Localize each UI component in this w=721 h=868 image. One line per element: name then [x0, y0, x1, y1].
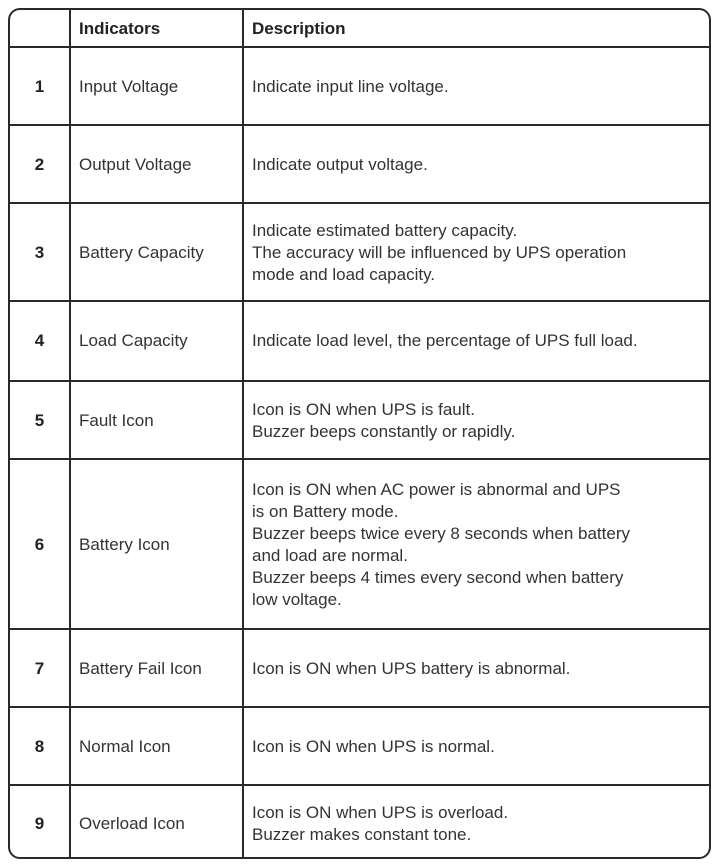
description-line: Buzzer beeps twice every 8 seconds when battery — [252, 524, 630, 543]
table-row — [10, 380, 709, 460]
description-line: Buzzer beeps 4 times every second when battery — [252, 568, 624, 587]
description-line: The accuracy will be influenced by UPS operation — [252, 243, 627, 262]
table-row — [10, 124, 709, 204]
indicator-name: Battery Fail Icon — [71, 630, 244, 708]
indicator-description — [244, 126, 709, 204]
table-row — [10, 706, 709, 786]
table-row — [10, 300, 709, 380]
description-line: Icon is ON when AC power is abnormal and UPS — [252, 480, 621, 499]
description-line: Indicate output voltage. — [252, 155, 428, 174]
row-number: 6 — [10, 460, 71, 630]
indicator-description — [244, 708, 709, 786]
description-line: and load are normal. — [252, 546, 408, 565]
description-line: Icon is ON when UPS is normal. — [252, 737, 495, 756]
indicators-table — [8, 8, 711, 859]
description-line: Indicate load level, the percentage of UPS full load. — [252, 331, 638, 350]
description-line: Icon is ON when UPS is fault. — [252, 400, 475, 419]
row-number: 4 — [10, 302, 71, 380]
description-line: Icon is ON when UPS battery is abnormal. — [252, 659, 571, 678]
indicator-name: Battery Icon — [71, 460, 244, 630]
description-line: Indicate estimated battery capacity. — [252, 221, 518, 240]
table-row — [10, 458, 709, 630]
description-line: Indicate input line voltage. — [252, 77, 449, 96]
indicator-description — [244, 48, 709, 126]
description-line: Icon is ON when UPS is overload. — [252, 802, 509, 822]
row-number: 9 — [10, 786, 71, 859]
row-number: 5 — [10, 382, 71, 460]
indicator-description — [244, 630, 709, 708]
indicator-description — [244, 382, 709, 460]
indicator-name: Output Voltage — [71, 126, 244, 204]
table-header-row — [10, 10, 709, 48]
row-number: 1 — [10, 48, 71, 126]
indicator-name: Normal Icon — [71, 708, 244, 786]
table-row — [10, 46, 709, 126]
indicator-description — [244, 204, 709, 302]
indicator-name: Input Voltage — [71, 48, 244, 126]
header-number — [10, 10, 71, 48]
row-number: 3 — [10, 204, 71, 302]
row-number: 2 — [10, 126, 71, 204]
indicator-name: Battery Capacity — [71, 204, 244, 302]
table-row — [10, 784, 709, 859]
header-description: Description — [252, 19, 346, 38]
indicator-description — [244, 460, 709, 630]
description-line: Buzzer beeps constantly or rapidly. — [252, 422, 516, 441]
description-line: Buzzer makes constant tone. — [252, 824, 472, 844]
description-line: is on Battery mode. — [252, 502, 399, 521]
indicator-description — [244, 302, 709, 380]
row-number: 8 — [10, 708, 71, 786]
indicator-name: Overload Icon — [71, 786, 244, 859]
table-row — [10, 628, 709, 708]
indicator-name: Load Capacity — [71, 302, 244, 380]
indicator-description — [244, 786, 709, 859]
table-row — [10, 202, 709, 302]
description-line: mode and load capacity. — [252, 265, 436, 284]
row-number: 7 — [10, 630, 71, 708]
header-indicators: Indicators — [71, 10, 244, 48]
description-line: low voltage. — [252, 590, 342, 609]
indicator-name: Fault Icon — [71, 382, 244, 460]
